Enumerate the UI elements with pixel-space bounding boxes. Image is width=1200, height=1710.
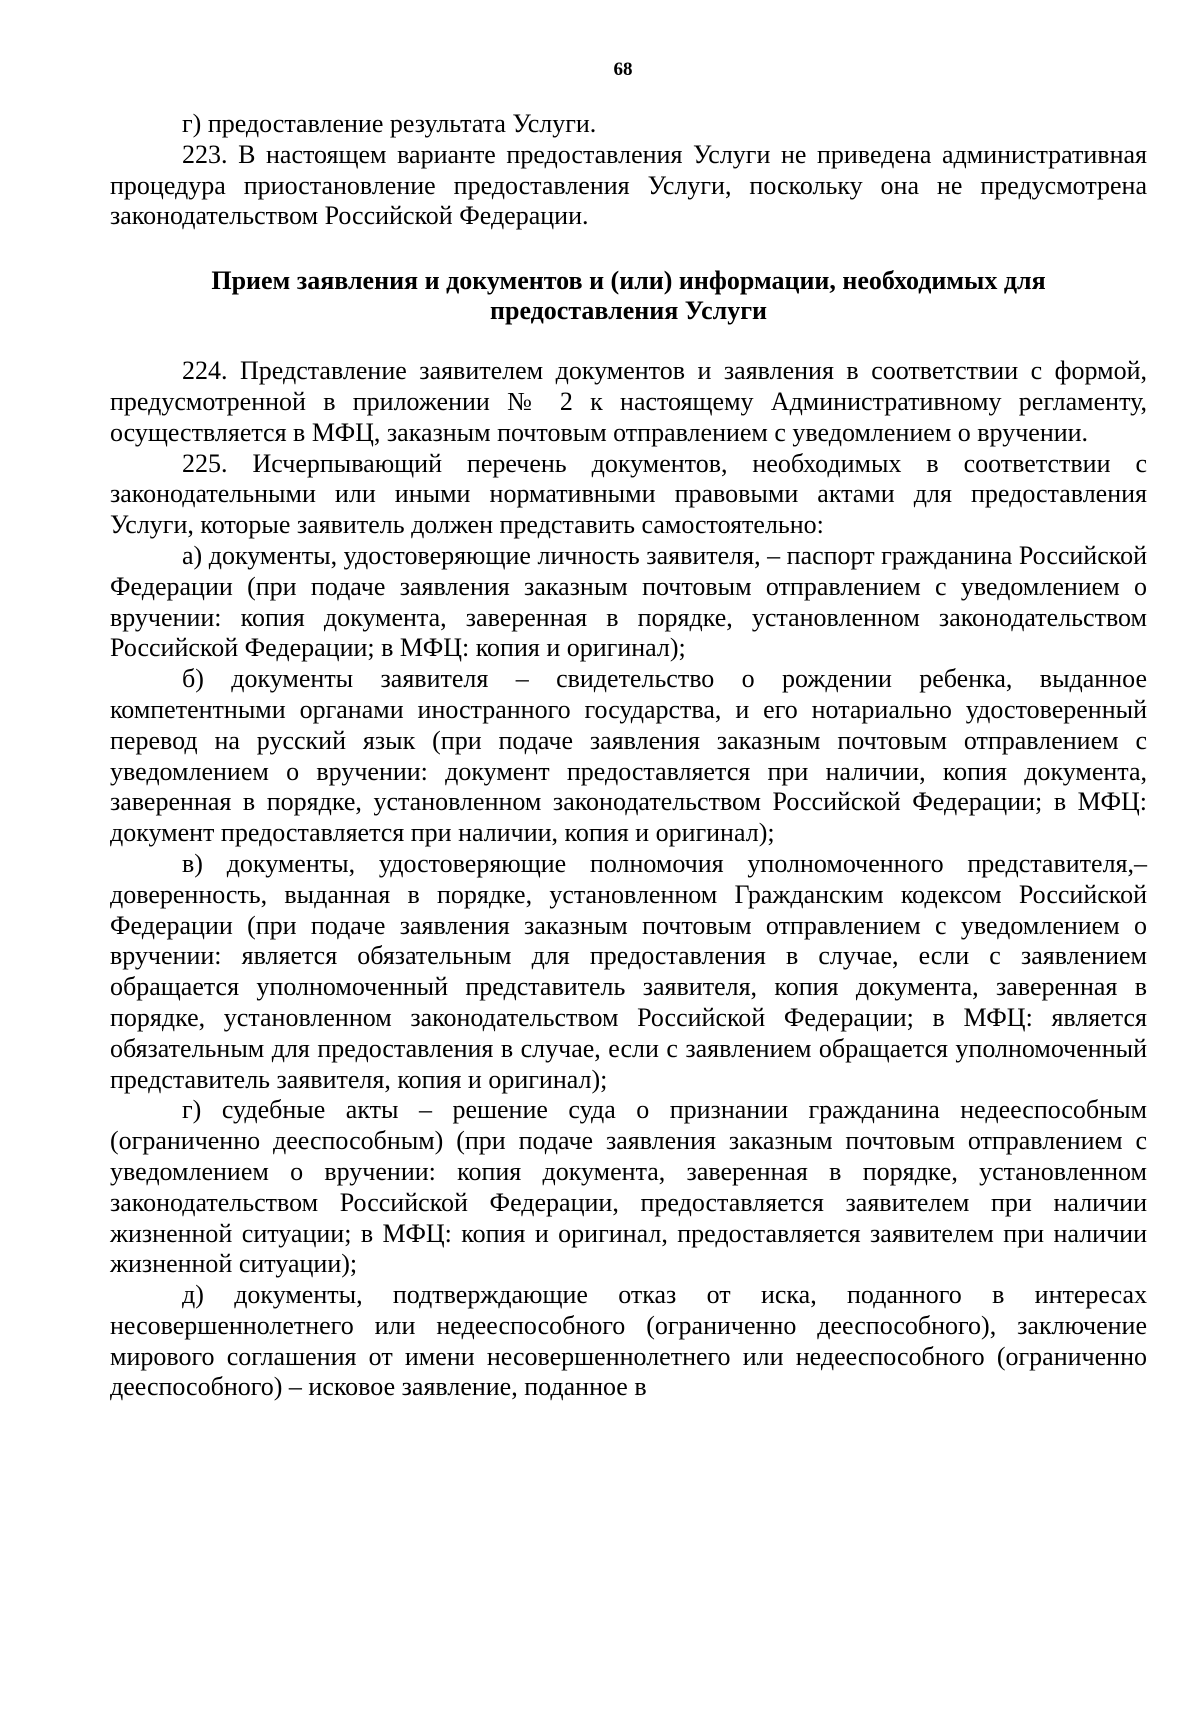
paragraph-item-v: в) документы, удостоверяющие полномочия уполномоченного представителя,– доверенность, выданная в порядке, установленном Гражданским кодексом Российской Федерации (при подаче заявления заказным почтовым отправлением с уведомлением о вручении: является обязательным для предоставления в случае, если с заявлением обращается уполномоченный представитель заявителя, копия документа, заверенная в порядке, установленном законодательством Российской Федерации; в МФЦ: является обязательным для предоставления в случае, если с заявлением обращается уполномоченный представитель заявителя, копия и оригинал); <box>110 848 1147 1094</box>
section-heading-line-2: предоставления Услуги <box>490 296 767 326</box>
paragraph-item-d: д) документы, подтверждающие отказ от иска, поданного в интересах несовершеннолетнего или недееспособного (ограниченно дееспособного), заключение мирового соглашения от имени несовершеннолетнего или недееспособного (ограниченно дееспособного) – исковое заявление, поданное в <box>110 1280 1147 1402</box>
paragraph-item-a: а) документы, удостоверяющие личность заявителя, – паспорт гражданина Российской Федерации (при подаче заявления заказным почтовым отправлением с уведомлением о вручении: копия документа, заверенная в порядке, установленном законодательством Российской Федерации; в МФЦ: копия и оригинал); <box>110 540 1147 663</box>
section-heading <box>110 266 1147 326</box>
paragraph-item-g-result: г) предоставление результата Услуги. <box>182 109 597 138</box>
paragraph-item-g: г) судебные акты – решение суда о признании гражданина недееспособным (ограниченно дееспособным) (при подаче заявления заказным почтовым отправлением с уведомлением о вручении: копия документа, заверенная в порядке, установленном законодательством Российской Федерации, предоставляется заявителем при наличии жизненной ситуации; в МФЦ: копия и оригинал, предоставляется заявителем при наличии жизненной ситуации); <box>110 1095 1147 1279</box>
paragraph-item-b: б) документы заявителя – свидетельство о рождении ребенка, выданное компетентными органами иностранного государства, и его нотариально удостоверенный перевод на русский язык (при подаче заявления заказным почтовым отправлением с уведомлением о вручении: документ предоставляется при наличии, копия документа, заверенная в порядке, установленном законодательством Российской Федерации; в МФЦ: документ предоставляется при наличии, копия и оригинал); <box>110 664 1147 848</box>
section-heading-line-1: Прием заявления и документов и (или) информации, необходимых для <box>211 266 1046 296</box>
document-body <box>110 109 1147 1403</box>
page-number: 68 <box>613 59 633 80</box>
paragraph-223: 223. В настоящем варианте предоставления Услуги не приведена административная процедура приостановление предоставления Услуги, поскольку она не предусмотрена законодательством Российской Федерации. <box>110 139 1147 231</box>
paragraph-225: 225. Исчерпывающий перечень документов, необходимых в соответствии с законодательными или иными нормативными правовыми актами для предоставления Услуги, которые заявитель должен представить самостоятельно: <box>110 448 1147 540</box>
paragraph-224: 224. Представление заявителем документов и заявления в соответствии с формой, предусмотренной в приложении № 2 к настоящему Административному регламенту, осуществляется в МФЦ, заказным почтовым отправлением с уведомлением о вручении. <box>110 356 1147 447</box>
